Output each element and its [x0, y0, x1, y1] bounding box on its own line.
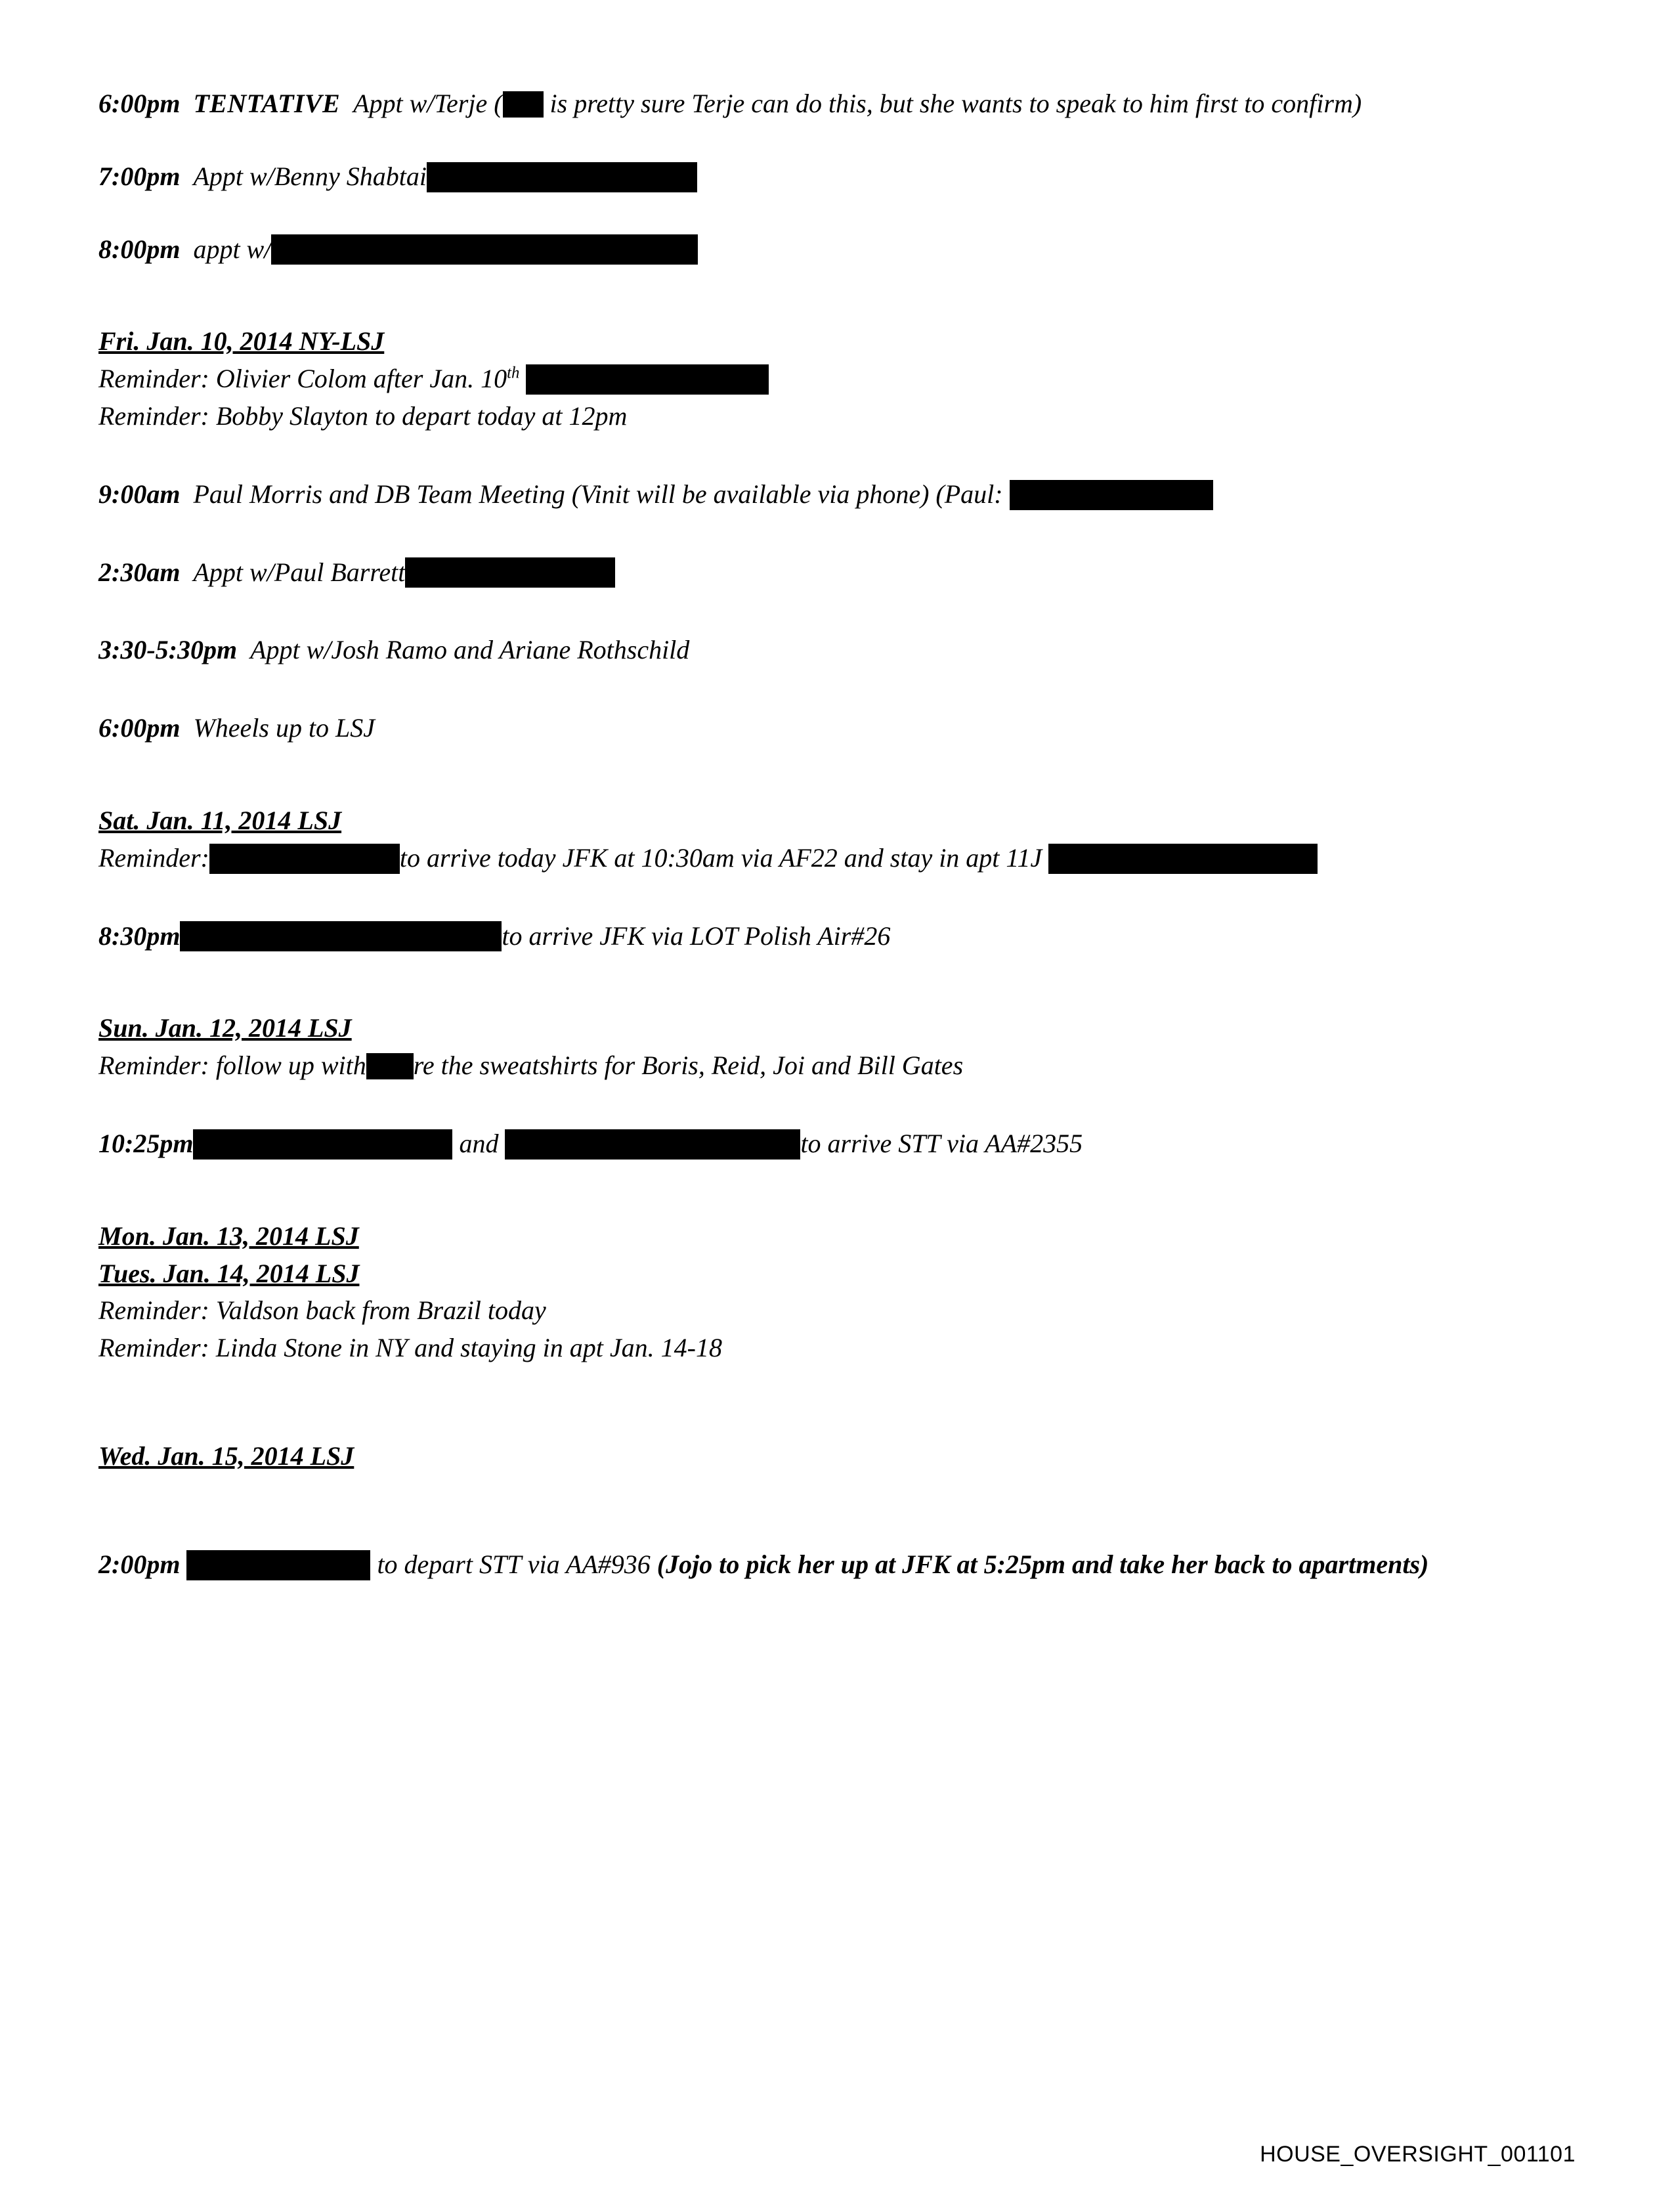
reminder-prefix: Reminder: — [98, 842, 209, 873]
bates-stamp: HOUSE_OVERSIGHT_001101 — [1260, 2142, 1576, 2167]
redaction-bar — [193, 1129, 452, 1160]
entry-text-after: to depart STT via AA#936 — [377, 1549, 651, 1579]
redaction-bar — [1048, 844, 1318, 874]
redaction-bar — [271, 234, 698, 265]
entry-time: 9:00am — [98, 479, 181, 509]
reminder-jfk-af22 — [98, 840, 1589, 877]
reminder-linda-stone — [98, 1330, 1589, 1367]
calendar-entry-stt-aa2355 — [98, 1125, 1589, 1163]
reminder-valdson-brazil — [98, 1292, 1589, 1330]
calendar-entry-benny-shabtai — [98, 158, 1589, 196]
reminder-olivier-colom — [98, 360, 1589, 398]
day-heading-sun-jan-12 — [98, 1010, 1589, 1047]
day-heading-text: Sun. Jan. 12, 2014 LSJ — [98, 1013, 352, 1043]
entry-text-before: Appt w/Terje ( — [353, 89, 503, 118]
calendar-entry-josh-ramo — [98, 632, 1589, 669]
entry-time: 2:00pm — [98, 1549, 181, 1579]
entry-time: 8:00pm — [98, 234, 181, 264]
reminder-prefix: Reminder: Bobby Slayton to depart today at 12pm — [98, 401, 628, 431]
calendar-entry-8pm — [98, 231, 1589, 269]
entry-text-middle: and — [459, 1128, 499, 1158]
day-heading-sat-jan-11 — [98, 802, 1589, 840]
entry-text-after: to arrive STT via AA#2355 — [800, 1128, 1083, 1158]
redaction-bar — [503, 91, 544, 118]
day-heading-text: Tues. Jan. 14, 2014 LSJ — [98, 1258, 360, 1288]
redaction-bar — [526, 364, 769, 395]
calendar-entry-paul-barrett — [98, 554, 1589, 592]
entry-text-before: appt w/ — [193, 234, 272, 264]
entry-text-before: Appt w/Paul Barrett — [193, 557, 406, 587]
redaction-bar — [180, 921, 502, 951]
reminder-prefix: Reminder: Linda Stone in NY and staying in apt Jan. 14-18 — [98, 1333, 722, 1363]
entry-time: 8:30pm — [98, 921, 181, 951]
day-heading-text: Mon. Jan. 13, 2014 LSJ — [98, 1221, 359, 1251]
reminder-prefix: Reminder: Valdson back from Brazil today — [98, 1295, 546, 1326]
entry-text-after: is pretty sure Terje can do this, but she wants to speak to him first to confirm) — [549, 89, 1362, 118]
calendar-entry-terje — [98, 85, 1589, 123]
entry-time: 6:00pm — [98, 89, 181, 118]
reminder-bobby-slayton — [98, 398, 1589, 435]
entry-time: 2:30am — [98, 557, 181, 587]
entry-time: 7:00pm — [98, 161, 181, 191]
entry-time: 6:00pm — [98, 713, 181, 743]
entry-text-before: Wheels up to LSJ — [193, 713, 376, 743]
calendar-entry-wheels-up — [98, 710, 1589, 747]
reminder-sweatshirts — [98, 1047, 1589, 1085]
entry-text-before: Appt w/Benny Shabtai — [193, 161, 427, 191]
reminder-suffix: re the sweatshirts for Boris, Reid, Joi and Bill Gates — [413, 1051, 964, 1081]
redaction-bar — [366, 1053, 414, 1079]
reminder-prefix: Reminder: follow up with — [98, 1051, 366, 1081]
day-heading-wed-jan-15 — [98, 1438, 1589, 1475]
day-heading-text: Wed. Jan. 15, 2014 LSJ — [98, 1441, 354, 1471]
day-heading-tues-jan-14 — [98, 1255, 1589, 1293]
calendar-entry-lot-polish-air — [98, 918, 1589, 955]
ordinal-suffix: th — [507, 364, 520, 382]
redaction-bar — [427, 162, 697, 192]
entry-text-before: Paul Morris and DB Team Meeting (Vinit will be available via phone) (Paul: — [193, 479, 1003, 509]
day-heading-text: Sat. Jan. 11, 2014 LSJ — [98, 805, 342, 835]
redaction-bar — [1010, 480, 1213, 510]
calendar-entry-paul-morris — [98, 476, 1589, 513]
document-body — [98, 85, 1589, 1584]
day-heading-fri-jan-10 — [98, 323, 1589, 360]
redaction-bar — [186, 1550, 370, 1580]
day-heading-mon-jan-13 — [98, 1218, 1589, 1255]
entry-text-after: to arrive JFK via LOT Polish Air#26 — [502, 921, 891, 951]
entry-time: 3:30-5:30pm — [98, 635, 238, 665]
entry-bold-note: (Jojo to pick her up at JFK at 5:25pm and take her back to apartments) — [656, 1549, 1429, 1579]
calendar-entry-depart-stt-aa936 — [98, 1546, 1589, 1584]
redaction-bar — [505, 1129, 800, 1160]
reminder-suffix: to arrive today JFK at 10:30am via AF22 and stay in apt 11J — [399, 842, 1042, 873]
redaction-bar — [209, 844, 400, 874]
redaction-bar — [405, 557, 615, 588]
entry-time: 10:25pm — [98, 1128, 194, 1158]
day-heading-text: Fri. Jan. 10, 2014 NY-LSJ — [98, 326, 385, 357]
reminder-prefix: Reminder: Olivier Colom after Jan. 10 — [98, 364, 507, 394]
entry-text-before: Appt w/Josh Ramo and Ariane Rothschild — [250, 635, 690, 665]
entry-tentative-flag: TENTATIVE — [193, 89, 341, 118]
